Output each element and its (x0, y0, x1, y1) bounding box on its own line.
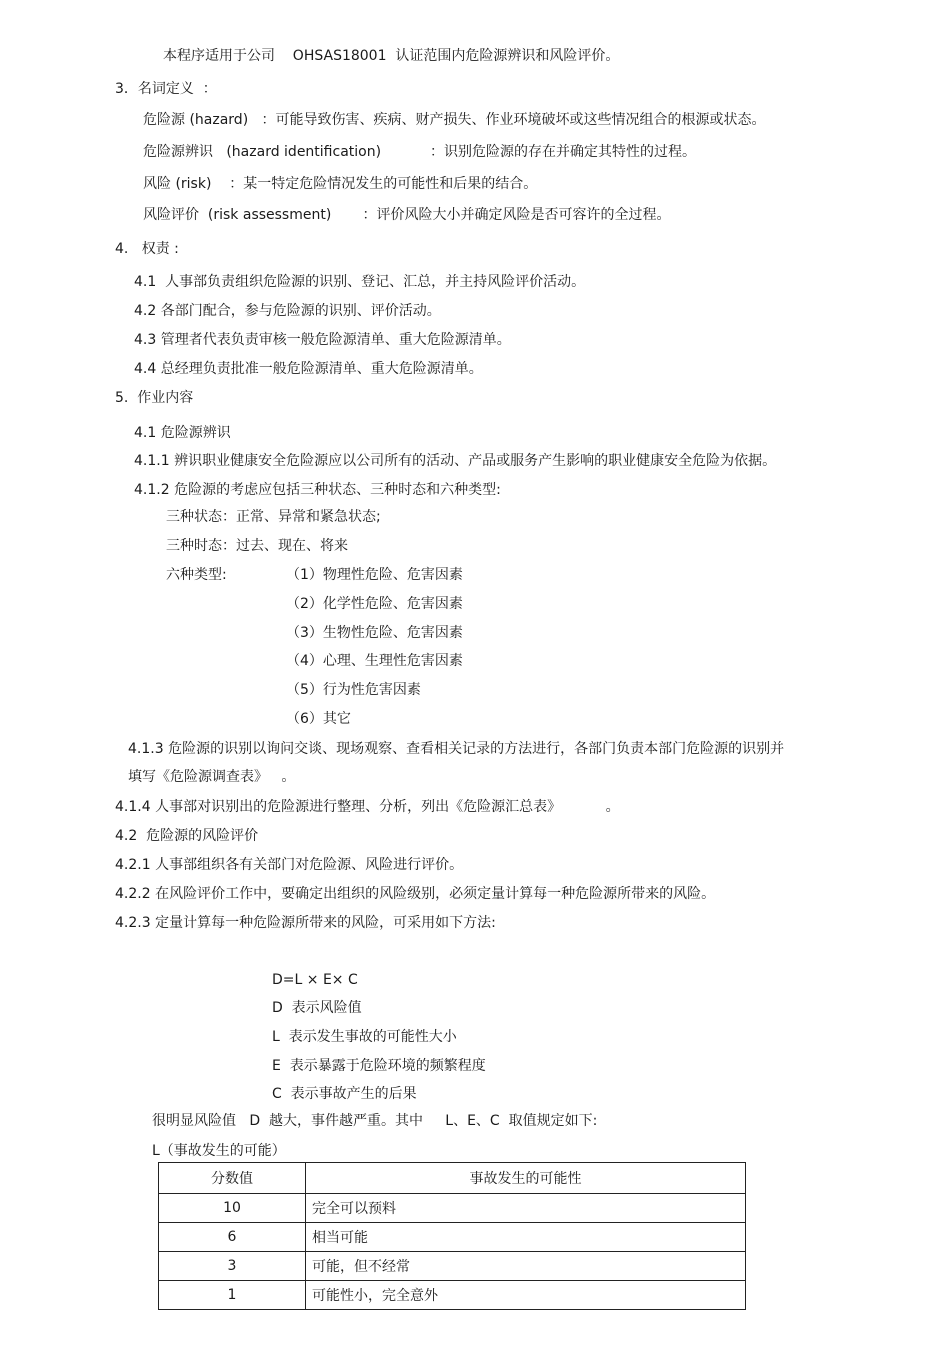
table-row (159, 1223, 746, 1252)
score-cell: 3 (159, 1252, 306, 1281)
item-4-1-1: 4.1.1 辨识职业健康安全危险源应以公司所有的活动、产品或服务产生影响的职业健康安全危险为依据。 (134, 453, 777, 469)
type-1: （1）物理性危险、危害因素 (286, 567, 463, 583)
table-row (159, 1194, 746, 1223)
likelihood-cell: 相当可能 (306, 1223, 746, 1252)
likelihood-table (158, 1162, 746, 1310)
section-3-heading: 3．名词定义 ： (115, 81, 217, 97)
type-2: （2）化学性危险、危害因素 (286, 596, 463, 612)
definition-hazard: 危险源 (hazard) ：可能导致伤害、疾病、财产损失、作业环境破坏或这些情况组合的根源或状态。 (143, 112, 766, 128)
formula: D=L × E× C (272, 972, 358, 988)
table-row (159, 1252, 746, 1281)
subsection-4-2-heading: 4.2 危险源的风险评价 (115, 828, 259, 844)
formula-explanation: 很明显风险值 D 越大，事件越严重。其中 L、E、C 取值规定如下: (152, 1113, 598, 1129)
duty-4-3: 4.3 管理者代表负责审核一般危险源清单、重大危险源清单。 (134, 332, 511, 348)
item-4-1-3: 4.1.3 危险源的识别以询问交谈、现场观察、查看相关记录的方法进行，各部门负责本部门危险源的识别并 (128, 741, 785, 757)
column-header-likelihood: 事故发生的可能性 (306, 1163, 746, 1194)
subsection-4-1-heading: 4.1 危险源辨识 (134, 425, 231, 441)
section-5-heading: 5. 作业内容 (115, 390, 194, 406)
duty-4-2: 4.2 各部门配合，参与危险源的识别、评价活动。 (134, 303, 441, 319)
item-4-2-3: 4.2.3 定量计算每一种危险源所带来的风险，可采用如下方法: (115, 915, 496, 931)
duty-4-4: 4.4 总经理负责批准一般危险源清单、重大危险源清单。 (134, 361, 483, 377)
likelihood-cell: 可能性小，完全意外 (306, 1281, 746, 1310)
formula-d-meaning: D 表示风险值 (272, 1000, 362, 1016)
score-cell: 1 (159, 1281, 306, 1310)
item-4-2-2: 4.2.2 在风险评价工作中，要确定出组织的风险级别，必须定量计算每一种危险源所带来的风险。 (115, 886, 716, 902)
likelihood-cell: 完全可以预料 (306, 1194, 746, 1223)
table-caption: L（事故发生的可能） (152, 1143, 286, 1159)
item-4-1-3-cont: 填写《危险源调查表》 。 (128, 769, 296, 785)
item-4-1-4: 4.1.4 人事部对识别出的危险源进行整理、分析，列出《危险源汇总表》 。 (115, 799, 620, 815)
section-4-heading: 4. 权责 : (115, 241, 179, 257)
duty-4-1: 4.1 人事部负责组织危险源的识别、登记、汇总，并主持风险评价活动。 (134, 274, 586, 290)
item-4-1-2: 4.1.2 危险源的考虑应包括三种状态、三种时态和六种类型: (134, 482, 501, 498)
score-cell: 10 (159, 1194, 306, 1223)
formula-c-meaning: C 表示事故产生的后果 (272, 1086, 417, 1102)
type-3: （3）生物性危险、危害因素 (286, 625, 463, 641)
score-cell: 6 (159, 1223, 306, 1252)
formula-e-meaning: E 表示暴露于危险环境的频繁程度 (272, 1058, 486, 1074)
formula-l-meaning: L 表示发生事故的可能性大小 (272, 1029, 457, 1045)
three-states: 三种状态：正常、异常和紧急状态; (166, 509, 381, 525)
table-row (159, 1281, 746, 1310)
definition-hazard-identification: 危险源辨识 (hazard identification) ：识别危险源的存在并确定其特性的过程。 (143, 144, 697, 160)
definition-risk: 风险 (risk) ：某一特定危险情况发生的可能性和后果的结合。 (143, 176, 538, 192)
three-tenses: 三种时态：过去、现在、将来 (166, 538, 348, 554)
six-types-label: 六种类型: (166, 567, 227, 583)
type-6: （6）其它 (286, 711, 351, 727)
column-header-score: 分数值 (159, 1163, 306, 1194)
item-4-2-1: 4.2.1 人事部组织各有关部门对危险源、风险进行评价。 (115, 857, 464, 873)
scope-statement: 本程序适用于公司 OHSAS18001 认证范围内危险源辨识和风险评价。 (163, 48, 620, 64)
definition-risk-assessment: 风险评价 (risk assessment) ：评价风险大小并确定风险是否可容许的全过程。 (143, 207, 671, 223)
likelihood-cell: 可能，但不经常 (306, 1252, 746, 1281)
type-5: （5）行为性危害因素 (286, 682, 421, 698)
type-4: （4）心理、生理性危害因素 (286, 653, 463, 669)
table-header-row (159, 1163, 746, 1194)
